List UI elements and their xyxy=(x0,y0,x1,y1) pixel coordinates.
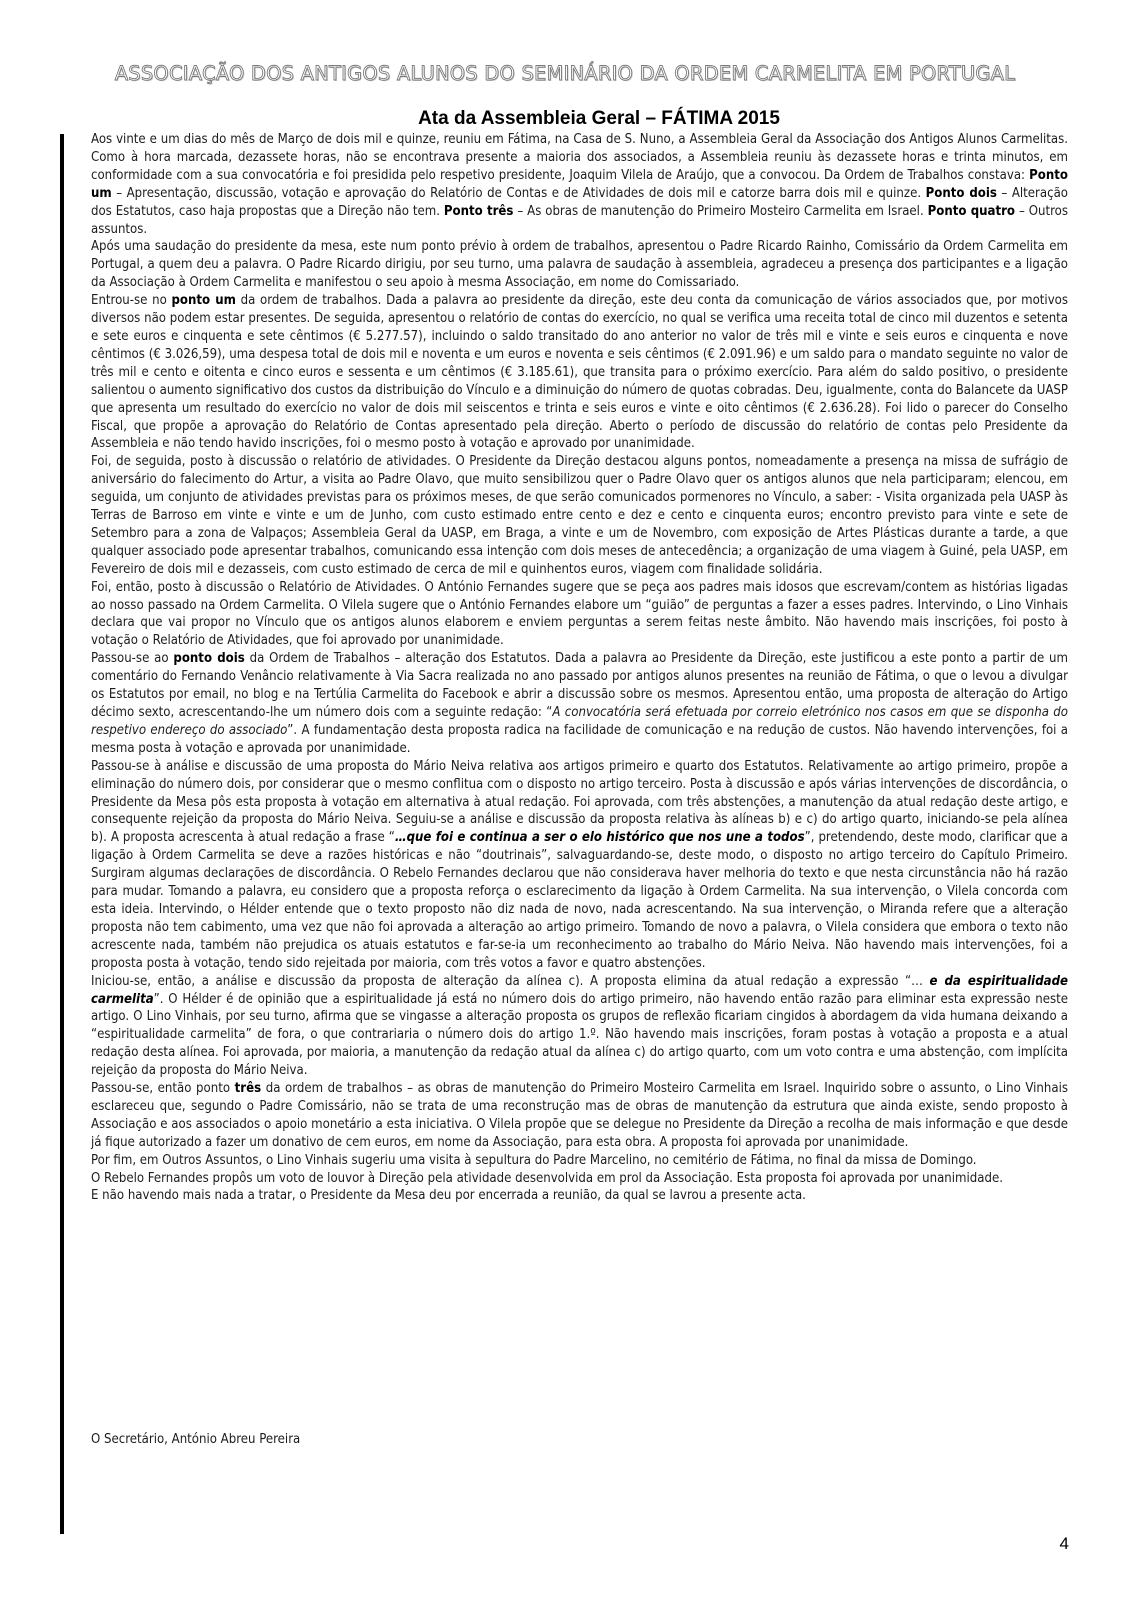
paragraph-text: Passou-se, então ponto xyxy=(91,1081,235,1097)
paragraph-text: da ordem de trabalhos. Dada a palavra ao presidente da direção, este deu conta da comunicação de vários associados que, por motivos diversos não podem estar presentes. De seguida, apresentou o relatório de contas do exercício, no qual se verifica uma receita total de cinco mil duzentos e setenta e sete euros e cinquenta e sete cêntimos (€ 5.277.57), incluindo o saldo transitado do ano anterior no valor de três mil e vinte e seis euros e cinquenta e nove cêntimos (€ 3.026,59), uma despesa total de dois mil e noventa e um euros e noventa e seis cêntimos (€ 2.091.96) e um saldo para o mandato seguinte no valor de três mil e cento e oitenta e cinco euros e sessenta e um cêntimos (€ 3.185.61), que transita para o próximo exercício. Para além do saldo positivo, o presidente salientou o aumento significativo dos custos da distribuição do Vínculo e a diminuição do número de quotas cobradas. Deu, igualmente, conta do Balancete da UASP que apresenta um resultado do exercício no valor de dois mil seiscentos e trinta e seis euros e vinte e oito cêntimos (€ 2.636.28). Foi lido o parecer do Conselho Fiscal, que propõe a aprovação do Relatório de Contas apresentado pela direção. Aberto o período de discussão do relatório de contas pelo Presidente da Assembleia e não tendo havido inscrições, foi o mesmo posto à votação e aprovado por unanimidade. xyxy=(91,293,1069,452)
paragraph xyxy=(91,1080,1068,1152)
paragraph-text: ”. O Hélder é de opinião que a espiritualidade já está no número dois do artigo primeiro, não havendo então razão para eliminar esta expressão neste artigo. O Lino Vinhais, por seu turno, afirma que se vingasse a alteração proposta os grupos de reflexão ficariam cingidos à abordagem da vida humana deixando a “espiritualidade carmelita” de fora, o que contrariaria o número dois do artigo 1.º. Não havendo mais inscrições, foram postas à votação a proposta e a atual redação desta alínea. Foi aprovada, por maioria, a manutenção da redação atual da alínea c) do artigo quarto, com um voto contra e uma abstenção, com implícita rejeição da proposta do Mário Neiva. xyxy=(91,991,1068,1079)
emphasis-text: três xyxy=(234,1081,262,1097)
emphasis-text: Ponto dois xyxy=(925,185,997,201)
paragraph xyxy=(91,238,1068,292)
document-title: Ata da Assembleia Geral – FÁTIMA 2015 xyxy=(418,108,780,129)
emphasis-text: ponto dois xyxy=(173,651,245,667)
paragraph-text: – As obras de manutenção do Primeiro Mosteiro Carmelita em Israel. xyxy=(513,203,928,219)
paragraph-text: E não havendo mais nada a tratar, o Presidente da Mesa deu por encerrada a reunião, da qual se lavrou a presente acta. xyxy=(91,1188,806,1204)
emphasis-text: Ponto quatro xyxy=(927,203,1016,219)
emphasis-text: Ponto três xyxy=(443,203,514,219)
paragraph-text: – Outros assuntos. xyxy=(91,203,1068,237)
paragraph-text: Por fim, em Outros Assuntos, o Lino Vinhais sugeriu uma visita à sepultura do Padre Marcelino, no cemitério de Fátima, no final da missa de Domingo. xyxy=(91,1152,977,1168)
paragraph xyxy=(91,579,1068,651)
paragraph-text: Foi, então, posto à discussão o Relatório de Atividades. O António Fernandes sugere que se peça aos padres mais idosos que escrevam/contem as histórias ligadas ao nosso passado na Ordem Carmelita. O Vilela sugere que o António Fernandes elabore um “guião” de perguntas a fazer a esses padres. Intervindo, o Lino Vinhais declara que vai propor no Vínculo que os antigos alunos elaborem e enviem perguntas a serem feitas neste âmbito. Não havendo mais inscrições, foi posto à votação o Relatório de Atividades, que foi aprovado por unanimidade. xyxy=(91,579,1068,649)
paragraph-text: – Alteração dos Estatutos, caso haja propostas que a Direção não tem. xyxy=(91,185,1069,219)
page-number: 4 xyxy=(1059,1534,1069,1553)
paragraph xyxy=(91,650,1068,757)
emphasis-text: ponto um xyxy=(171,293,236,309)
paragraph xyxy=(91,1170,1068,1188)
paragraph-text: Foi, de seguida, posto à discussão o relatório de atividades. O Presidente da Direção destacou alguns pontos, nomeadamente a presença na missa de sufrágio de aniversário do falecimento do Artur, a visita ao Padre Olavo, que muito sensibilizou quer o Padre Olavo quer os antigos alunos que nela participaram; elencou, em seguida, um conjunto de atividades previstas para os próximos meses, de que serão comunicados pormenores no Vínculo, a saber: - Visita organizada pela UASP às Terras de Barroso em vinte e vinte e um de Junho, com custo estimado entre cento e dez e cento e cinquenta euros; encontro previsto para vinte e sete de Setembro para a zona de Valpaços; Assembleia Geral da UASP, em Braga, a vinte e um de Novembro, com exposição de Artes Plásticas durante a tarde, a que qualquer associado pode apresentar trabalhos, comunicando essa intenção com dois meses de antecedência; a organização de uma viagem à Guiné, pela UASP, em Fevereiro de dois mil e dezasseis, com custo estimado de cerca de mil e quinhentos euros, viagem com finalidade solidária. xyxy=(91,454,1068,577)
paragraph-text: Entrou-se no xyxy=(91,293,172,309)
paragraph-text: Passou-se ao xyxy=(91,651,174,667)
paragraph xyxy=(91,453,1068,578)
organization-header: ASSOCIAÇÃO DOS ANTIGOS ALUNOS DO SEMINÁRIO DA ORDEM CARMELITA EM PORTUGAL xyxy=(114,62,1016,85)
paragraph xyxy=(91,131,1068,238)
paragraph-text: da ordem de trabalhos – as obras de manutenção do Primeiro Mosteiro Carmelita em Israel. Inquirido sobre o assunto, o Lino Vinhais esclareceu que, segundo o Padre Comissário, não se trata de uma reconstrução mas de obras de manutenção da estrutura que ainda existe, sendo proposto à Associação e aos associados o apoio monetário a esta iniciativa. O Vilela propõe que se delegue no Presidente da Direção a recolha de mais informação e que desde já fique autorizado a fazer um donativo de cem euros, em nome da Associação, para esta obra. A proposta foi aprovada por unanimidade. xyxy=(91,1081,1068,1150)
paragraph-text: da Ordem de Trabalhos – alteração dos Estatutos. Dada a palavra ao Presidente da Direção, este justificou a este ponto a partir de um comentário do Fernando Venâncio relativamente à Via Sacra realizada no ano passado por antigos alunos presentes na reunião de Fátima, o que o levou a divulgar os Estatutos por email, no blog e na Tertúlia Carmelita do Facebook e abrir a discussão sobre os mesmos. Apresentou então, uma proposta de alteração do Artigo décimo sexto, acrescentando-lhe um número dois com a seguinte redação: “ xyxy=(91,651,1068,720)
paragraph xyxy=(91,973,1068,1080)
paragraph-text: – Apresentação, discussão, votação e aprovação do Relatório de Contas e de Atividades de dois mil e catorze barra dois mil e quinze. xyxy=(111,185,926,201)
emphasis-text: Ponto um xyxy=(91,167,1068,201)
paragraph-text: Iniciou-se, então, a análise e discussão da proposta de alteração da alínea c). A proposta elimina da atual redação a expressão “… xyxy=(91,973,930,989)
paragraph-text: A convocatória será efetuada por correio eletrónico nos casos em que se disponha do respetivo endereço do associado xyxy=(91,705,1068,738)
emphasis-text: e da espiritualidade carmelita xyxy=(91,973,1068,1007)
paragraph xyxy=(91,1187,1068,1205)
minutes-body xyxy=(91,131,1068,1205)
paragraph xyxy=(91,1152,1068,1170)
paragraph xyxy=(91,758,1068,973)
paragraph-text: ”, pretendendo, deste modo, clarificar que a ligação à Ordem Carmelita se deve a razões históricas e não “doutrinais”, salvaguardando-se, deste modo, o disposto no artigo terceiro do Capítulo Primeiro. Surgiram algumas declarações de discordância. O Rebelo Fernandes declarou que não considerava haver melhoria do texto e que nesta circunstância não há razão para mudar. Tomando a palavra, eu considero que a proposta reforça o esclarecimento da ligação à Ordem Carmelita. Na sua intervenção, o Vilela concorda com esta ideia. Intervindo, o Hélder entende que o texto proposto não diz nada de novo, nada acrescentando. Na sua intervenção, o Miranda refere que a alteração proposta não tem cabimento, uma vez que não foi aprovada a alteração ao artigo primeiro. Tomando de novo a palavra, o Vilela considera que embora o texto não acrescente nada, também não prejudica os atuais estatutos e far-se-ia um reconhecimento ao trabalho do Mário Neiva. Não havendo mais intervenções, foi a proposta posta à votação, tendo sido rejeitada por maioria, com três votos a favor e quatro abstenções. xyxy=(91,830,1069,971)
paragraph-text: Após uma saudação do presidente da mesa, este num ponto prévio à ordem de trabalhos, apresentou o Padre Ricardo Rainho, Comissário da Ordem Carmelita em Portugal, a quem deu a palavra. O Padre Ricardo dirigiu, por seu turno, uma palavra de saudação à assembleia, agradeceu a presença dos participantes e a ligação da Associação à Ordem Carmelita e manifestou o seu apoio à mesma Associação, em nome do Comissariado. xyxy=(91,239,1068,291)
paragraph-text: Aos vinte e um dias do mês de Março de dois mil e quinze, reuniu em Fátima, na Casa de S. Nuno, a Assembleia Geral da Associação dos Antigos Alunos Carmelitas. Como à hora marcada, dezassete horas, não se encontrava presente a maioria dos associados, a Assembleia reuniu às dezassete horas e trinta minutos, em conformidade com a sua convocatória e foi presidida pelo respetivo presidente, Joaquim Vilela de Araújo, que a convocou. Da Ordem de Trabalhos constava: xyxy=(91,132,1068,183)
paragraph xyxy=(91,292,1068,453)
paragraph-text: ”. A fundamentação desta proposta radica na facilidade de comunicação e na redução de custos. Não havendo intervenções, foi a mesma posta à votação e aprovada por unanimidade. xyxy=(91,722,1068,756)
paragraph-text: Passou-se à análise e discussão de uma proposta do Mário Neiva relativa aos artigos primeiro e quarto dos Estatutos. Relativamente ao artigo primeiro, propõe a eliminação do número dois, por considerar que o mesmo conflitua com o disposto no artigo terceiro. Posta à discussão e após várias intervenções de discordância, o Presidente da Mesa pôs esta proposta à votação em alternativa à atual redação. Foi aprovada, com três abstenções, a manutenção da atual redação deste artigo, e consequente rejeição da proposta do Mário Neiva. Seguiu-se a análise e discussão da proposta relativa às alíneas b) e c) do artigo quarto, iniciando-se pela alínea b). A proposta acrescenta à atual redação a frase “ xyxy=(91,758,1068,846)
paragraph-text: O Rebelo Fernandes propôs um voto de louvor à Direção pela atividade desenvolvida em prol da Associação. Esta proposta foi aprovada por unanimidade. xyxy=(91,1170,1003,1186)
secretary-signature-line: O Secretário, António Abreu Pereira xyxy=(91,1432,301,1447)
emphasis-text: …que foi e continua a ser o elo histórico que nos une a todos xyxy=(394,830,805,846)
left-margin-rule xyxy=(60,134,64,1534)
